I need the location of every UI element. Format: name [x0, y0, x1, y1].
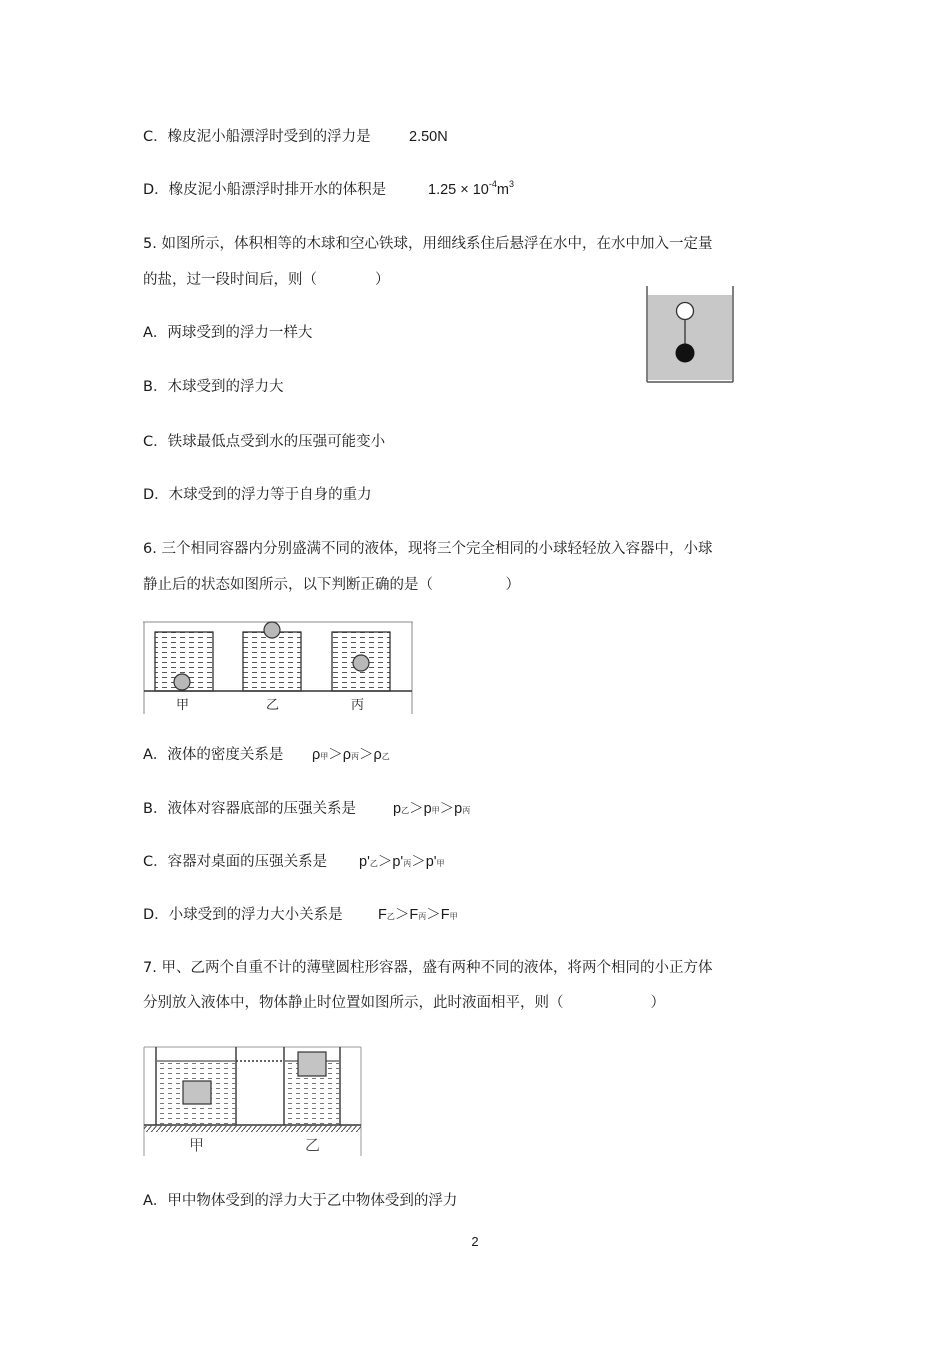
q6-b-sym2: p [423, 801, 432, 817]
q7-figure-two-cylinders [143, 1046, 363, 1158]
q6-option-b [143, 799, 471, 819]
q4-option-c-value: 2.50N [409, 129, 448, 145]
q6-a-op2: ＞ [359, 747, 374, 763]
q6-option-d [143, 905, 458, 925]
q6-c-op2: ＞ [411, 854, 426, 870]
q4-option-d-exponent: -4 [488, 179, 497, 189]
q6-d-sub3: 甲 [449, 912, 458, 921]
q4-option-d-value [428, 180, 514, 201]
q7-cube-jia [183, 1081, 211, 1104]
q6-d-sub1: 乙 [386, 912, 395, 921]
q5-stem-line2: 的盐，过一段时间后，则（ ） [143, 272, 390, 288]
q6-a-sym1: ρ [312, 747, 321, 763]
q6-d-op2: ＞ [426, 907, 441, 923]
q4-option-d-number: 1.25 × 10 [428, 182, 489, 198]
q4-option-d-unit: m [496, 182, 509, 198]
q6-ball-jia [174, 674, 190, 690]
q5-figure-wood-ball [677, 303, 694, 320]
q5-option-b: B．木球受到的浮力大 [143, 379, 284, 395]
q6-b-sym3: p [454, 801, 463, 817]
q6-c-op1: ＞ [377, 854, 393, 870]
q6-a-op1: ＞ [328, 747, 343, 763]
q7-option-a: A．甲中物体受到的浮力大于乙中物体受到的浮力 [143, 1193, 458, 1209]
q4-option-d-unit-exponent: 3 [508, 179, 514, 189]
q5-figure-iron-ball [676, 344, 695, 363]
q6-option-a-relation [312, 745, 390, 767]
q4-option-d-text: D．橡皮泥小船漂浮时排开水的体积是 [143, 182, 387, 198]
q6-d-sym1: F [378, 907, 387, 923]
q6-ball-bing [353, 655, 369, 671]
q6-b-op1: ＞ [409, 801, 424, 817]
q6-b-sub1: 乙 [401, 806, 410, 815]
q6-c-sym1: p' [359, 854, 370, 870]
q6-option-d-text: D．小球受到的浮力大小关系是 [143, 907, 343, 923]
q6-figure-three-containers [143, 620, 415, 716]
q6-c-sub1: 乙 [369, 859, 378, 868]
q6-b-sub3: 丙 [462, 806, 471, 815]
q5-option-a: A．两球受到的浮力一样大 [143, 325, 313, 341]
q6-ball-yi [264, 622, 280, 638]
q6-a-sub1: 甲 [320, 752, 329, 761]
q6-c-sub3: 甲 [436, 859, 445, 868]
q6-option-c [143, 852, 445, 872]
q7-stem-line1: 7. 甲、乙两个自重不计的薄壁圆柱形容器，盛有两种不同的液体，将两个相同的小正方体 [143, 960, 713, 976]
q7-label-jia: 甲 [189, 1136, 205, 1154]
q6-b-sub2: 甲 [431, 806, 440, 815]
q6-b-op2: ＞ [439, 801, 455, 817]
q6-container-yi [243, 632, 301, 691]
q6-d-sym2: F [409, 907, 419, 923]
q6-a-sub2: 丙 [351, 752, 359, 761]
q7-stem-line2: 分别放入液体中，物体静止时位置如图所示，此时液面相平，则（ ） [143, 995, 665, 1011]
q6-option-c-relation [359, 852, 445, 874]
q5-stem-line1: 5. 如图所示，体积相等的木球和空心铁球，用细线系住后悬浮在水中，在水中加入一定量 [143, 236, 713, 252]
q6-label-bing: 丙 [351, 698, 365, 713]
q6-option-a [143, 745, 390, 765]
q6-option-b-relation [393, 799, 470, 821]
q6-option-c-text: C．容器对桌面的压强关系是 [143, 854, 328, 870]
q6-a-sym2: ρ [342, 747, 351, 763]
q6-label-jia: 甲 [176, 698, 190, 713]
q6-c-sym3: p' [425, 854, 437, 870]
q6-d-op1: ＞ [394, 907, 410, 923]
q6-c-sub2: 丙 [403, 859, 412, 868]
q6-stem-line1: 6. 三个相同容器内分别盛满不同的液体，现将三个完全相同的小球轻轻放入容器中，小球 [143, 541, 713, 557]
q6-label-yi: 乙 [266, 698, 280, 713]
q6-d-sym3: F [440, 907, 450, 923]
q6-c-sym2: p' [392, 854, 404, 870]
page-number: 2 [471, 1234, 479, 1249]
q7-label-yi: 乙 [305, 1136, 321, 1154]
q6-b-sym1: p [393, 801, 402, 817]
q6-a-sym3: ρ [373, 747, 382, 763]
q5-option-d: D．木球受到的浮力等于自身的重力 [143, 487, 372, 503]
q6-d-sub2: 丙 [418, 912, 427, 921]
q5-option-c: C．铁球最低点受到水的压强可能变小 [143, 434, 386, 450]
q6-option-d-relation [378, 905, 458, 927]
q4-option-c [143, 127, 448, 147]
q6-option-b-text: B．液体对容器底部的压强关系是 [143, 801, 356, 817]
q4-option-c-text: C．橡皮泥小船漂浮时受到的浮力是 [143, 129, 371, 145]
q6-option-a-text: A．液体的密度关系是 [143, 747, 284, 763]
q7-ground-hatch [144, 1126, 361, 1132]
q7-cube-yi [298, 1052, 326, 1076]
q6-a-sub3: 乙 [381, 752, 390, 761]
q6-stem-line2: 静止后的状态如图所示，以下判断正确的是（ ） [143, 577, 520, 593]
q5-figure-balls-in-water [644, 284, 736, 384]
